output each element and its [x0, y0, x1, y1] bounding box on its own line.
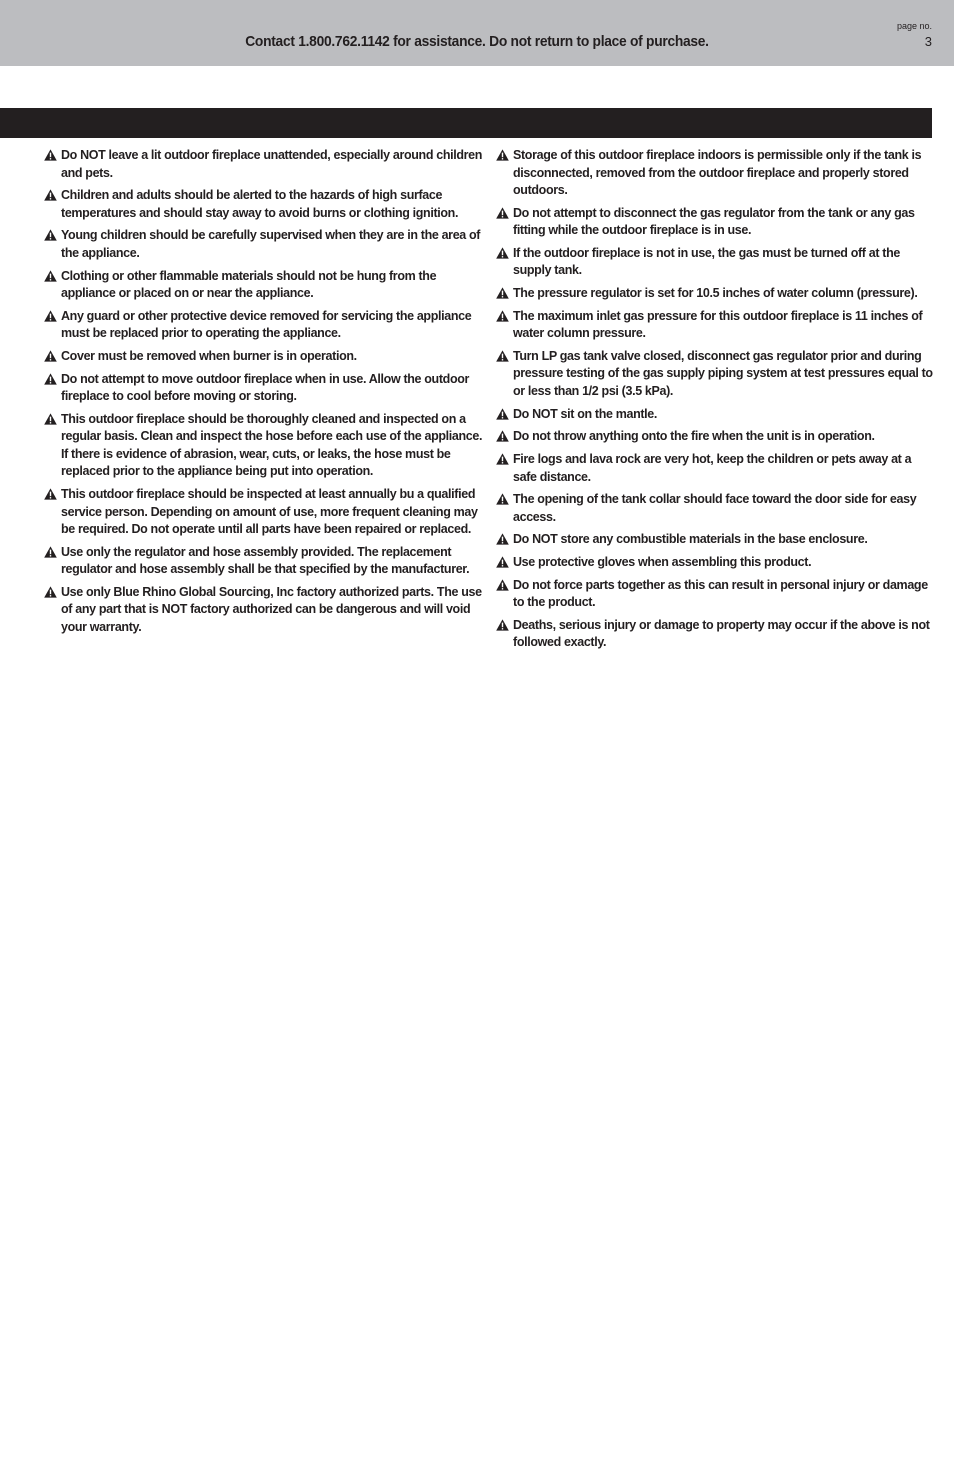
warning-text: Use only Blue Rhino Global Sourcing, Inc factory authorized parts. The use of any part that is NOT factory authorized can be dangerous and will void your warranty. — [61, 584, 482, 634]
warning-item — [496, 406, 936, 424]
warning-text: Do NOT leave a lit outdoor fireplace unattended, especially around children and pets. — [61, 148, 483, 180]
warning-triangle-icon — [496, 579, 509, 591]
warning-triangle-icon — [44, 373, 57, 385]
warning-item — [496, 285, 936, 303]
warning-triangle-icon — [496, 619, 509, 631]
warning-triangle-icon — [496, 287, 509, 299]
warning-item — [44, 187, 484, 222]
warning-triangle-icon — [44, 229, 57, 241]
warning-item — [44, 544, 484, 579]
warnings-right-column — [496, 147, 936, 657]
warning-item — [496, 308, 936, 343]
warning-item — [496, 147, 936, 200]
warning-item — [44, 486, 484, 539]
warning-text: Do not attempt to move outdoor fireplace when in use. Allow the outdoor fireplace to cool before moving or storing. — [61, 371, 470, 404]
warning-item — [496, 348, 936, 401]
warning-item — [496, 491, 936, 526]
warning-triangle-icon — [496, 247, 509, 259]
warning-text: Children and adults should be alerted to the hazards of high surface temperatures and should stay away to avoid burns or clothing ignition. — [61, 188, 459, 220]
warning-item — [44, 147, 484, 182]
warning-item — [44, 584, 484, 637]
warning-triangle-icon — [496, 207, 509, 219]
warning-triangle-icon — [44, 413, 57, 425]
warning-text: Use only the regulator and hose assembly provided. The replacement regulator and hose assembly shall be that specified by the manufacturer. — [61, 544, 470, 577]
warning-triangle-icon — [496, 493, 509, 505]
warning-triangle-icon — [496, 533, 509, 545]
warning-triangle-icon — [44, 149, 57, 161]
warning-triangle-icon — [44, 270, 57, 282]
warning-text: The opening of the tank collar should face toward the door side for easy access. — [513, 492, 917, 524]
warning-triangle-icon — [496, 556, 509, 568]
warning-triangle-icon — [44, 350, 57, 362]
warning-text: Use protective gloves when assembling this product. — [513, 555, 812, 570]
warning-item — [44, 268, 484, 303]
warning-item — [44, 308, 484, 343]
warning-item — [496, 577, 936, 612]
warning-text: Do not throw anything onto the fire when the unit is in operation. — [513, 429, 875, 444]
warning-triangle-icon — [496, 350, 509, 362]
warning-item — [44, 411, 484, 481]
warning-text: Deaths, serious injury or damage to property may occur if the above is not followed exactly. — [513, 617, 930, 650]
warning-text: Do not attempt to disconnect the gas regulator from the tank or any gas fitting while the outdoor fireplace is in use. — [513, 205, 915, 238]
warning-text: The pressure regulator is set for 10.5 inches of water column (pressure). — [513, 286, 918, 301]
warning-triangle-icon — [496, 453, 509, 465]
warning-item — [496, 428, 936, 446]
contact-assistance-text: Contact 1.800.762.1142 for assistance. Do not return to place of purchase. — [245, 33, 709, 50]
warning-item — [496, 451, 936, 486]
warning-text: Clothing or other flammable materials should not be hung from the appliance or placed on or near the appliance. — [61, 268, 437, 301]
warning-item — [496, 554, 936, 572]
header-band — [0, 0, 954, 66]
warning-item — [44, 371, 484, 406]
page-number-label: page no. — [896, 21, 932, 31]
warning-triangle-icon — [496, 149, 509, 161]
warning-text: Do NOT sit on the mantle. — [513, 406, 658, 421]
warning-triangle-icon — [44, 488, 57, 500]
section-title-bar — [0, 108, 932, 138]
warning-item — [44, 348, 484, 366]
warning-text: Cover must be removed when burner is in operation. — [61, 348, 357, 363]
warning-triangle-icon — [44, 546, 57, 558]
warning-text: This outdoor fireplace should be inspected at least annually bu a qualified service person. Depending on amount of use, more frequent cleaning may be required. Do not operate until all parts have been repaired or replaced. — [61, 487, 478, 536]
warning-item — [496, 617, 936, 652]
warning-item — [496, 205, 936, 240]
warning-text: This outdoor fireplace should be thoroughly cleaned and inspected on a regular basis. Clean and inspect the hose before each use of the appliance. If there is evidence of abrasion, wear, cuts, or leaks, the hose must be replaced prior to the appliance being put into operation. — [61, 411, 483, 479]
warning-text: Any guard or other protective device removed for servicing the appliance must be replaced prior to operating the appliance. — [61, 308, 472, 341]
warnings-left-column — [44, 147, 484, 642]
warning-item — [496, 245, 936, 280]
warning-text: Fire logs and lava rock are very hot, keep the children or pets away at a safe distance. — [513, 452, 912, 484]
warning-text: Turn LP gas tank valve closed, disconnect gas regulator prior and during pressure testing of the gas supply piping system at test pressures equal to or less than 1/2 psi (3.5 kPa). — [513, 348, 933, 398]
warning-triangle-icon — [44, 310, 57, 322]
warning-triangle-icon — [496, 430, 509, 442]
warning-triangle-icon — [496, 310, 509, 322]
warning-text: Young children should be carefully supervised when they are in the area of the appliance. — [61, 228, 481, 260]
warning-triangle-icon — [44, 586, 57, 598]
warning-text: Do not force parts together as this can result in personal injury or damage to the product. — [513, 577, 928, 610]
warning-text: Storage of this outdoor fireplace indoors is permissible only if the tank is disconnected, removed from the outdoor fireplace and properly stored outdoors. — [513, 148, 922, 197]
warning-item — [44, 227, 484, 262]
warning-triangle-icon — [496, 408, 509, 420]
warning-text: If the outdoor fireplace is not in use, the gas must be turned off at the supply tank. — [513, 245, 900, 278]
warning-triangle-icon — [44, 189, 57, 201]
warning-text: The maximum inlet gas pressure for this outdoor fireplace is 11 inches of water column pressure. — [513, 308, 923, 341]
page-number: 3 — [924, 34, 932, 49]
warning-item — [496, 531, 936, 549]
warning-text: Do NOT store any combustible materials in the base enclosure. — [513, 532, 868, 547]
